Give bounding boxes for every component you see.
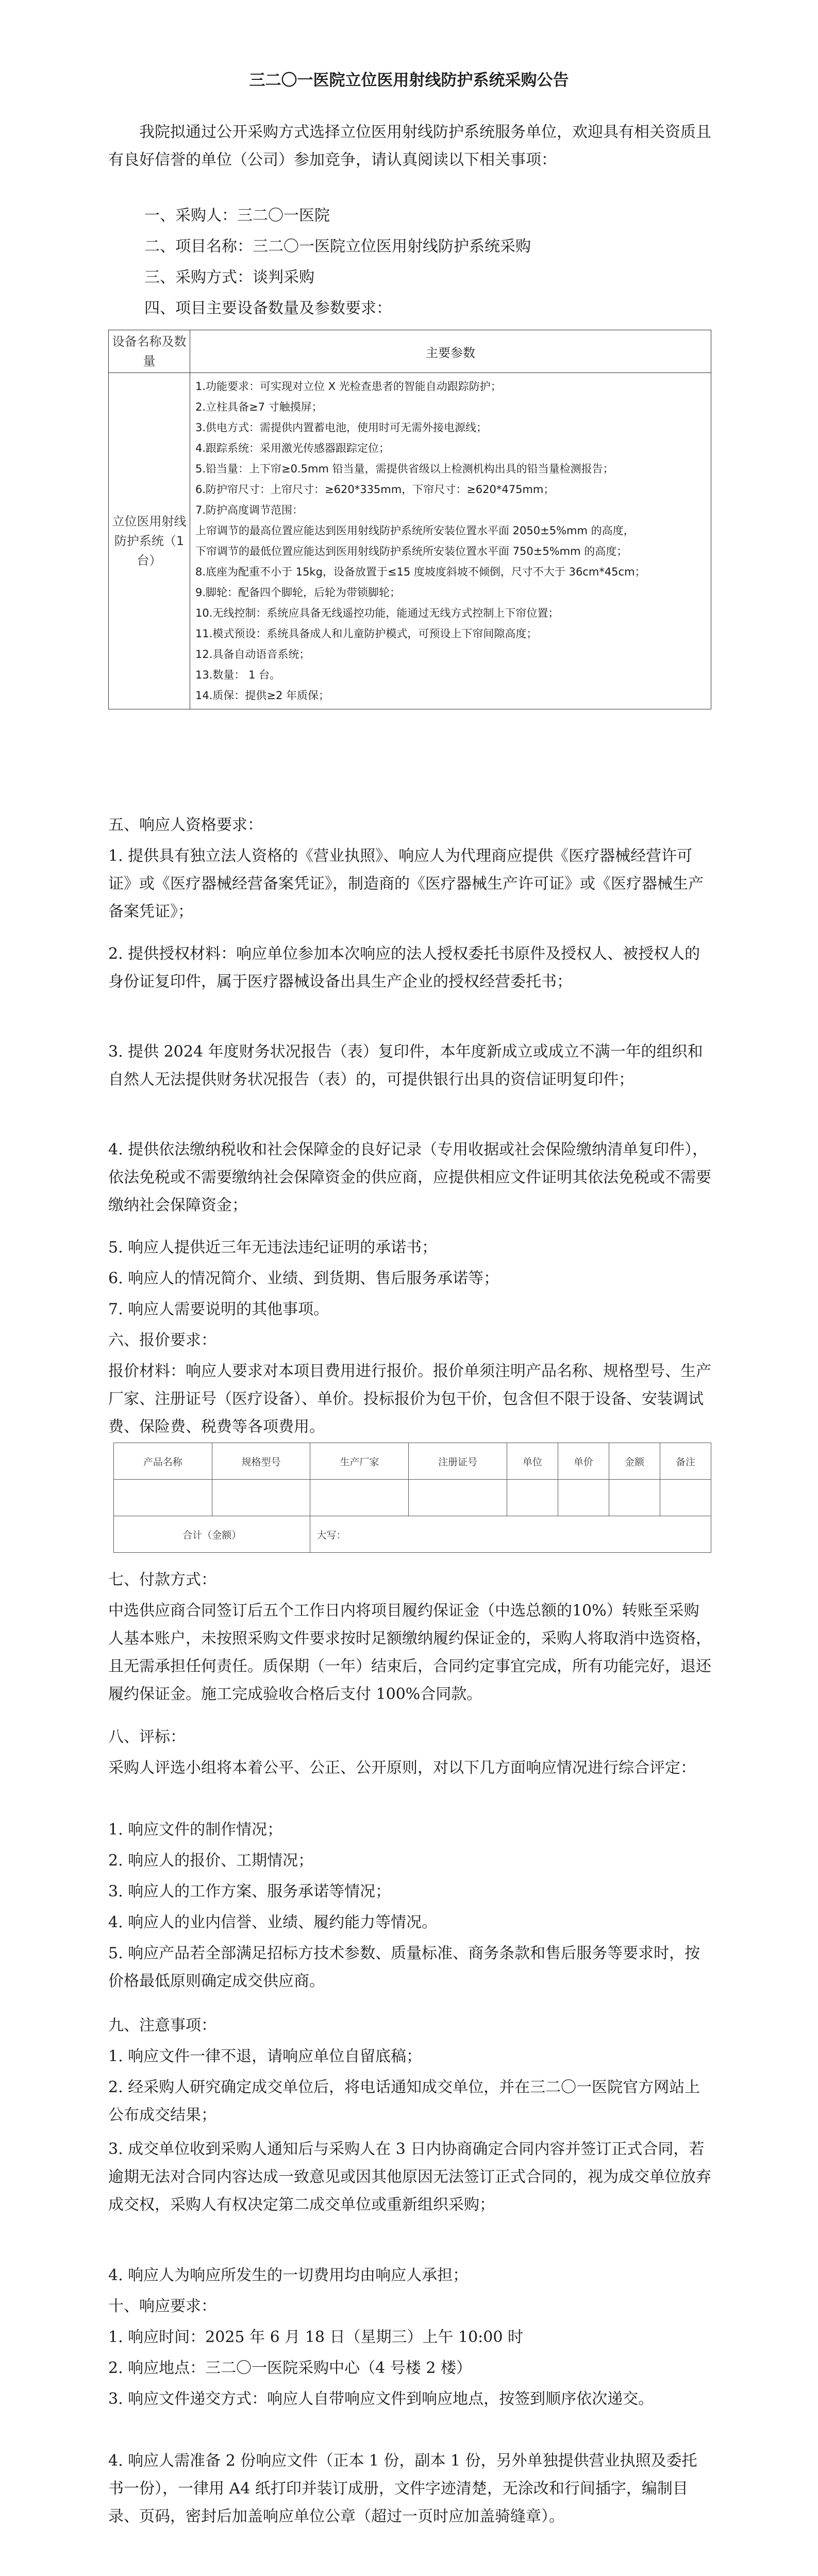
spec-param-line: 8.底座为配重不小于 15kg，设备放置于≤15 度坡度斜坡不倾倒，尺寸不大于 36cm*45cm； [195, 566, 646, 578]
spec-param-line: 下帘调节的最低位置应能达到医用射线防护系统所安装位置水平面 750±5%mm 的高度； [195, 545, 628, 557]
quote-total-upper: 大写： [310, 1516, 711, 1553]
notice-item: 3. 成交单位收到采购人通知后与采购人在 3 日内协商确定合同内容并签订正式合同，若逾期无法对合同内容达成一致意见或因其他原因无法签订正式合同的，视为成交单位放弃成交权，采购人有权决定第二成交单位或重新组织采购； [108, 2140, 711, 2214]
spec-param-line: 9.脚轮：配备四个脚轮，后轮为带锁脚轮； [195, 586, 401, 599]
quote-cell [310, 1480, 409, 1516]
quote-cell [114, 1480, 212, 1516]
qualification-item: 1. 提供具有独立法人资格的《营业执照》、响应人为代理商应提供《医疗器械经营许可证》或《医疗器械经营备案凭证》，制造商的《医疗器械生产许可证》或《医疗器械生产备案凭证》； [108, 847, 704, 921]
quote-header: 单价 [558, 1443, 609, 1480]
spec-param-line: 14.质保：提供≥2 年质保； [195, 689, 330, 702]
qualification-item: 7. 响应人需要说明的其他事项。 [108, 1300, 329, 1318]
intro-paragraph: 我院拟通过公开采购方式选择立位医用射线防护系统服务单位，欢迎具有相关资质且有良好信誉的单位（公司）参加竞争，请认真阅读以下相关事项： [108, 123, 711, 169]
item-project-name: 二、项目名称：三二〇一医院立位医用射线防护系统采购 [144, 238, 531, 256]
spec-params-cell [190, 373, 711, 709]
spec-table [108, 330, 711, 709]
evaluation-item: 2. 响应人的报价、工期情况； [108, 1852, 314, 1870]
quote-requirements-text: 报价材料：响应人要求对本项目费用进行报价。报价单须注明产品名称、规格型号、生产厂家、注册证号（医疗设备）、单价。投标报价为包干价，包含但不限于设备、安装调试费、保险费、税费等各项费用。 [108, 1362, 711, 1436]
quote-header: 金额 [609, 1443, 660, 1480]
quote-cell [660, 1480, 711, 1516]
quote-cell [558, 1480, 609, 1516]
item-procurement-method: 三、采购方式：谈判采购 [144, 268, 314, 286]
payment-text: 中选供应商合同签订后五个工作日内将项目履约保证金（中选总额的10%）转账至采购人基本账户，未按照采购文件要求按时足额缴纳履约保证金的，采购人将取消中选资格，且无需承担任何责任。质保期（一年）结束后，合同约定事宜完成，所有功能完好，退还履约保证金。施工完成验收合格后支付 100%合同款。 [108, 1602, 711, 1703]
section-heading: 九、注意事项： [108, 2016, 216, 2035]
spec-param-line: 4.跟踪系统：采用激光传感器跟踪定位； [195, 442, 390, 454]
quote-header: 单位 [507, 1443, 558, 1480]
evaluation-intro: 采购人评选小组将本着公平、公正、公开原则，对以下几方面响应情况进行综合评定： [108, 1759, 696, 1777]
quote-cell [409, 1480, 507, 1516]
quote-header: 备注 [660, 1443, 711, 1480]
section-heading: 六、报价要求： [108, 1331, 216, 1349]
item-purchaser: 一、采购人：三二〇一医院 [144, 207, 330, 225]
item-equipment-requirements: 四、项目主要设备数量及参数要求： [144, 299, 392, 317]
response-item: 4. 响应人需准备 2 份响应文件（正本 1 份，副本 1 份，另外单独提供营业执照及委托书一份），一律用 A4 纸打印并装订成册，文件字迹清楚，无涂改和行间插字，编制目录、页码，密封后加盖响应单位公章（超过一页时应加盖骑缝章）。 [108, 2452, 697, 2526]
notice-item: 1. 响应文件一律不退，请响应单位自留底稿； [108, 2047, 422, 2065]
spec-param-line: 12.具备自动语音系统； [195, 648, 310, 660]
qualification-item: 2. 提供授权材料：响应单位参加本次响应的法人授权委托书原件及授权人、被授权人的身份证复印件，属于医疗器械设备出具生产企业的授权经营委托书； [108, 945, 700, 991]
spec-param-line: 13.数量： 1 台。 [195, 669, 281, 681]
notice-item: 2. 经采购人研究确定成交单位后，将电话通知成交单位，并在三二〇一医院官方网站上公布成交结果； [108, 2078, 700, 2124]
spec-param-line: 11.模式预设：系统具备成人和儿童防护模式，可预设上下帘间隙高度； [195, 628, 538, 640]
spec-param-line: 3.供电方式：需提供内置蓄电池，使用时可无需外接电源线； [195, 421, 488, 434]
response-item: 2. 响应地点：三二〇一医院采购中心（4 号楼 2 楼） [108, 2359, 472, 2377]
spec-header-device: 设备名称及数量 [109, 330, 190, 373]
response-item: 3. 响应文件递交方式：响应人自带响应文件到响应地点，按签到顺序依次递交。 [108, 2390, 654, 2408]
spec-device-cell: 立位医用射线防护系统（1台） [109, 373, 190, 709]
quote-header: 规格型号 [212, 1443, 310, 1480]
response-item: 1. 响应时间：2025 年 6 月 18 日（星期三）上午 10:00 时 [108, 2328, 523, 2346]
qualification-item: 4. 提供依法缴纳税收和社会保障金的良好记录（专用收据或社会保险缴纳清单复印件），依法免税或不需要缴纳社会保障资金的供应商，应提供相应文件证明其依法免税或不需要缴纳社会保障资金； [108, 1141, 711, 1214]
section-heading: 八、评标： [108, 1728, 186, 1746]
section-heading: 五、响应人资格要求： [108, 816, 263, 834]
quote-cell [507, 1480, 558, 1516]
quote-header: 注册证号 [409, 1443, 507, 1480]
spec-header-params: 主要参数 [190, 330, 711, 373]
spec-param-line: 7.防护高度调节范围： [195, 504, 304, 516]
page-title: 三二〇一医院立位医用射线防护系统采购公告 [249, 71, 569, 90]
qualification-item: 3. 提供 2024 年度财务状况报告（表）复印件，本年度新成立或成立不满一年的组织和自然人无法提供财务状况报告（表）的，可提供银行出具的资信证明复印件； [108, 1043, 703, 1089]
qualification-item: 5. 响应人提供近三年无违法违纪证明的承诺书； [108, 1239, 438, 1257]
quote-header: 生产厂家 [310, 1443, 409, 1480]
spec-param-line: 1.功能要求：可实现对立位 X 光检查患者的智能自动跟踪防护； [195, 380, 502, 393]
spec-param-line: 10.无线控制：系统应具备无线遥控功能，能通过无线方式控制上下帘位置； [195, 607, 559, 619]
evaluation-item: 1. 响应文件的制作情况； [108, 1821, 283, 1839]
evaluation-item: 4. 响应人的业内信誉、业绩、履约能力等情况。 [108, 1913, 438, 1931]
quote-total-label: 合计（金额） [114, 1516, 310, 1553]
response-item [108, 2571, 711, 2576]
quote-cell [609, 1480, 660, 1516]
section-heading: 七、付款方式： [108, 1571, 216, 1589]
evaluation-item: 5. 响应产品若全部满足招标方技术参数、质量标准、商务条款和售后服务等要求时，按价格最低原则确定成交供应商。 [108, 1944, 700, 1990]
spec-param-line: 6.防护帘尺寸：上帘尺寸：≥620*335mm，下帘尺寸：≥620*475mm； [195, 483, 555, 496]
spec-param-line: 2.立柱具备≥7 寸触摸屏； [195, 401, 323, 413]
qualification-item: 6. 响应人的情况简介、业绩、到货期、售后服务承诺等； [108, 1269, 499, 1287]
section-heading: 十、响应要求： [108, 2297, 216, 2315]
quote-header: 产品名称 [114, 1443, 212, 1480]
spec-param-line: 5.铅当量：上下帘≥0.5mm 铅当量，需提供省级以上检测机构出具的铅当量检测报告； [195, 463, 614, 475]
evaluation-item: 3. 响应人的工作方案、服务承诺等情况； [108, 1883, 391, 1901]
quote-cell [212, 1480, 310, 1516]
notice-item: 4. 响应人为响应所发生的一切费用均由响应人承担； [108, 2266, 469, 2284]
spec-param-line: 上帘调节的最高位置应能达到医用射线防护系统所安装位置水平面 2050±5%mm 的高度， [195, 524, 635, 537]
quote-table [113, 1443, 711, 1553]
